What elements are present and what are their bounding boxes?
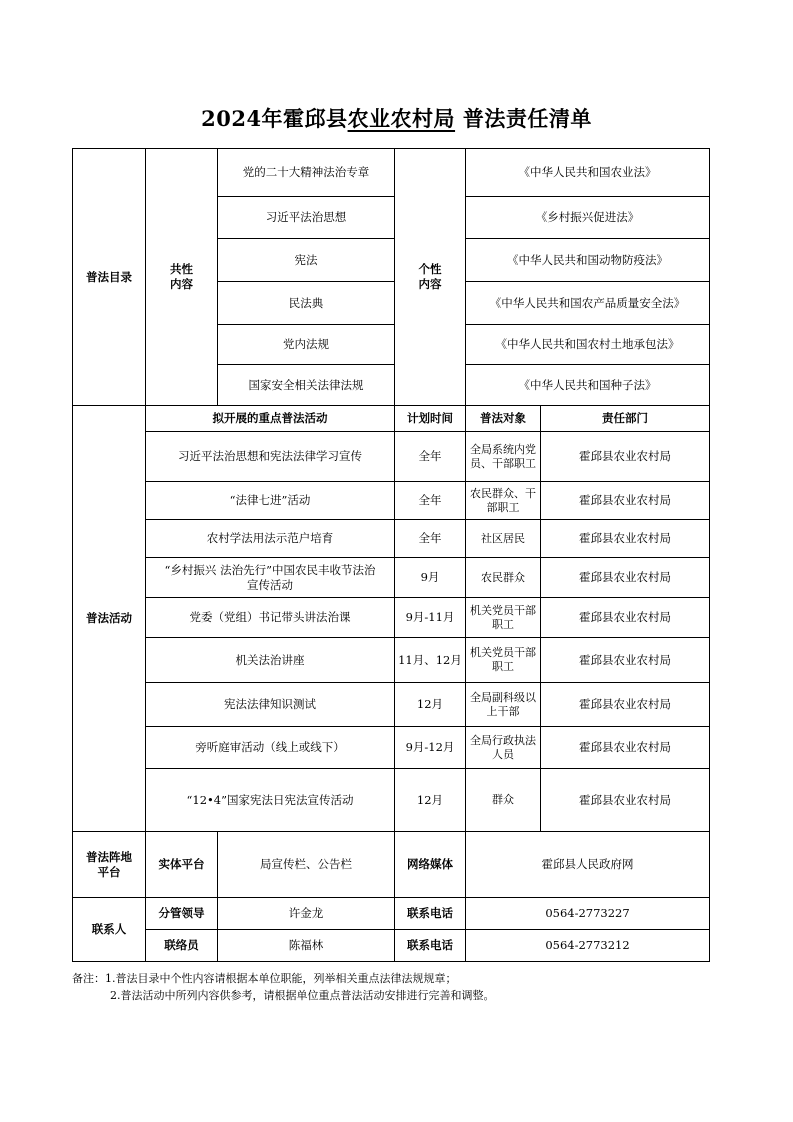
notes	[72, 970, 495, 1004]
activity-target: 群众	[466, 769, 541, 832]
activity-time: 11月、12月	[395, 638, 466, 683]
activity-dept: 霍邱县农业农村局	[541, 432, 710, 482]
activity-dept: 霍邱县农业农村局	[541, 520, 710, 558]
activity-time: 全年	[395, 482, 466, 520]
activity-time: 12月	[395, 683, 466, 727]
common-item: 习近平法治思想	[218, 197, 395, 239]
online-media-label: 网络媒体	[395, 832, 466, 898]
phone-label: 联系电话	[395, 930, 466, 962]
common-item: 党的二十大精神法治专章	[218, 149, 395, 197]
activity-time: 9月	[395, 558, 466, 598]
activity-name: 宪法法律知识测试	[146, 683, 395, 727]
activity-time: 全年	[395, 520, 466, 558]
common-item: 民法典	[218, 282, 395, 325]
note-line-2: 2.普法活动中所列内容供参考，请根据单位重点普法活动安排进行完善和调整。	[110, 989, 495, 1002]
individual-content-label: 个性 内容	[395, 149, 466, 406]
common-item: 宪法	[218, 239, 395, 282]
individual-item: 《中华人民共和国农村土地承包法》	[466, 325, 710, 365]
leader-name: 许金龙	[218, 898, 395, 930]
header-activity: 拟开展的重点普法活动	[146, 406, 395, 432]
common-item: 国家安全相关法律法规	[218, 365, 395, 406]
activity-target: 全局系统内党员、干部职工	[466, 432, 541, 482]
individual-item: 《乡村振兴促进法》	[466, 197, 710, 239]
activity-target: 社区居民	[466, 520, 541, 558]
leader-phone: 0564-2773227	[466, 898, 710, 930]
activity-dept: 霍邱县农业农村局	[541, 727, 710, 769]
venue-label: 普法阵地 平台	[73, 832, 146, 898]
activity-name: 农村学法用法示范户培育	[146, 520, 395, 558]
activity-target: 机关党员干部职工	[466, 598, 541, 638]
note-line-1: 备注：1.普法目录中个性内容请根据本单位职能，列举相关重点法律法规规章；	[72, 972, 457, 985]
activity-target: 农民群众	[466, 558, 541, 598]
activity-target: 机关党员干部职工	[466, 638, 541, 683]
individual-item: 《中华人民共和国动物防疫法》	[466, 239, 710, 282]
table-row	[73, 727, 710, 769]
activity-name: “12•4”国家宪法日宪法宣传活动	[146, 769, 395, 832]
catalog-label: 普法目录	[73, 149, 146, 406]
individual-item: 《中华人民共和国种子法》	[466, 365, 710, 406]
activity-name: “法律七进”活动	[146, 482, 395, 520]
physical-platform-value: 局宣传栏、公告栏	[218, 832, 395, 898]
activity-name: 习近平法治思想和宪法法律学习宣传	[146, 432, 395, 482]
table-row	[73, 482, 710, 520]
liaison-name: 陈福林	[218, 930, 395, 962]
activity-name: 党委（党组）书记带头讲法治课	[146, 598, 395, 638]
physical-platform-label: 实体平台	[146, 832, 218, 898]
table-row	[73, 520, 710, 558]
leader-label: 分管领导	[146, 898, 218, 930]
responsibility-table	[72, 148, 710, 962]
online-media-value: 霍邱县人民政府网	[466, 832, 710, 898]
activity-time: 全年	[395, 432, 466, 482]
table-row	[73, 638, 710, 683]
common-content-label: 共性 内容	[146, 149, 218, 406]
activity-target: 农民群众、干部职工	[466, 482, 541, 520]
activity-name: 旁听庭审活动（线上或线下）	[146, 727, 395, 769]
activity-name: 机关法治讲座	[146, 638, 395, 683]
page-title	[0, 103, 793, 133]
header-time: 计划时间	[395, 406, 466, 432]
header-dept: 责任部门	[541, 406, 710, 432]
liaison-label: 联络员	[146, 930, 218, 962]
activity-time: 9月-11月	[395, 598, 466, 638]
title-suffix: 普法责任清单	[462, 106, 592, 131]
activities-label: 普法活动	[73, 406, 146, 832]
table-row	[73, 769, 710, 832]
table-row	[73, 432, 710, 482]
individual-item: 《中华人民共和国农业法》	[466, 149, 710, 197]
phone-label: 联系电话	[395, 898, 466, 930]
activity-dept: 霍邱县农业农村局	[541, 482, 710, 520]
header-target: 普法对象	[466, 406, 541, 432]
activity-time: 12月	[395, 769, 466, 832]
activity-name: “乡村振兴 法治先行”中国农民丰收节法治宣传活动	[146, 558, 395, 598]
activity-dept: 霍邱县农业农村局	[541, 558, 710, 598]
activity-time: 9月-12月	[395, 727, 466, 769]
title-year: 2024年霍邱县	[201, 106, 348, 131]
activity-dept: 霍邱县农业农村局	[541, 683, 710, 727]
table-row	[73, 598, 710, 638]
activity-dept: 霍邱县农业农村局	[541, 769, 710, 832]
activity-target: 全局副科级以上干部	[466, 683, 541, 727]
individual-item: 《中华人民共和国农产品质量安全法》	[466, 282, 710, 325]
table-row	[73, 683, 710, 727]
liaison-phone: 0564-2773212	[466, 930, 710, 962]
common-item: 党内法规	[218, 325, 395, 365]
title-dept: 农业农村局	[347, 106, 456, 131]
contacts-label: 联系人	[73, 898, 146, 962]
table-row	[73, 558, 710, 598]
activity-target: 全局行政执法人员	[466, 727, 541, 769]
activity-dept: 霍邱县农业农村局	[541, 638, 710, 683]
activity-dept: 霍邱县农业农村局	[541, 598, 710, 638]
